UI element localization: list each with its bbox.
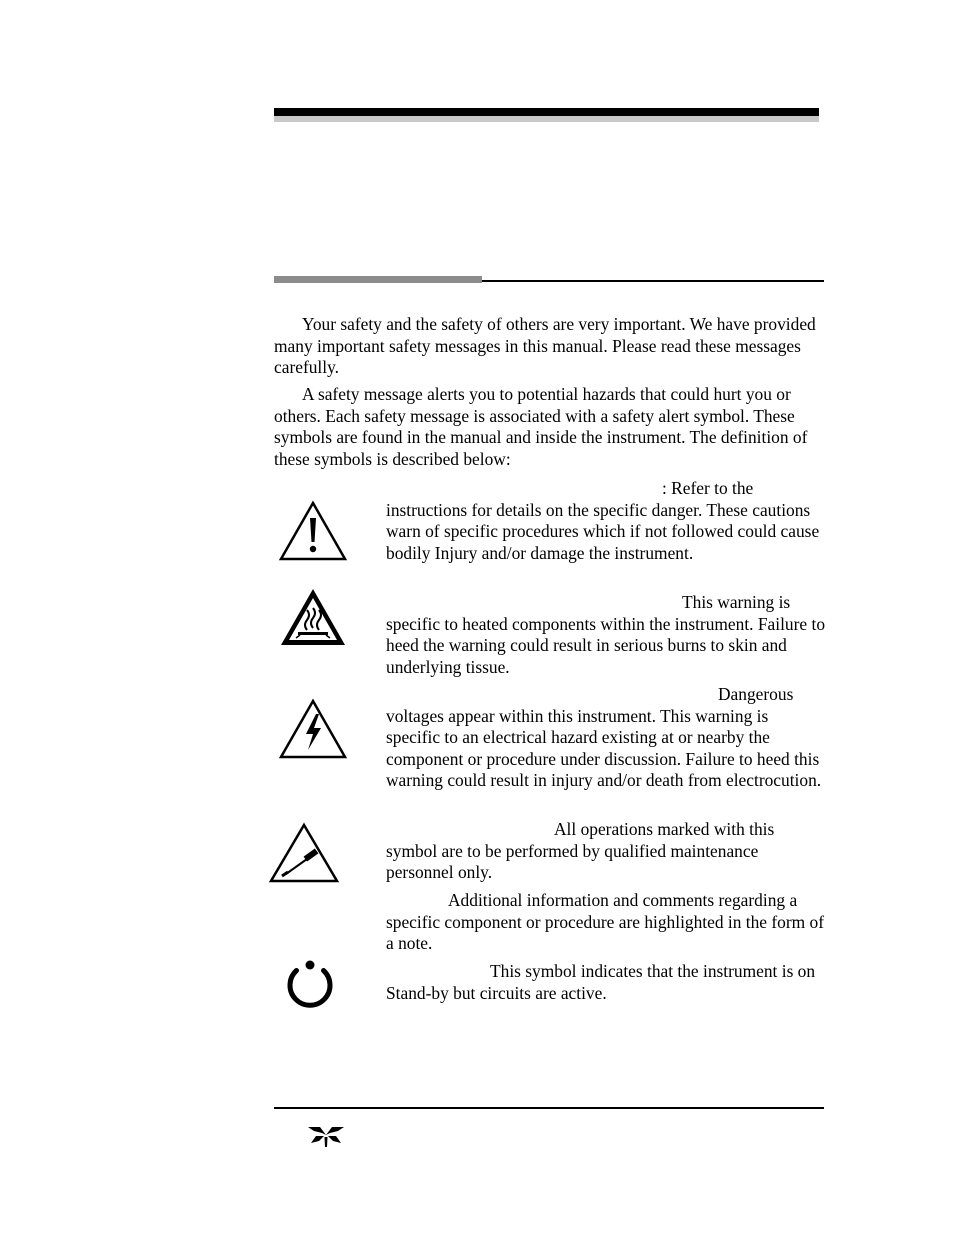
symbol-technician-desc: All operations marked with this symbol are to be performed by qualified maintenance personnel only. [386,819,775,882]
symbol-general-warning-text [386,478,826,564]
technician-only-icon [268,822,340,884]
intro-paragraph-1-text: Your safety and the safety of others are very important. We have provided many important safety messages in this manual. Please read these messages carefully. [274,314,816,377]
symbol-standby-desc: This symbol indicates that the instrument is on Stand-by but circuits are active. [386,961,816,1003]
electrical-shock-icon [278,698,348,760]
intro-paragraph-2-text: A safety message alerts you to potential hazards that could hurt you or others. Each safety message is associated with a safety alert symbol. These symbols are found in the manual and inside the instrument. The definition of these symbols is described below: [274,384,808,469]
symbol-electrical-shock-text [386,684,826,792]
symbol-technician-text [386,819,826,884]
general-warning-icon [278,500,348,562]
symbol-electrical-shock-desc: Dangerous voltages appear within this instrument. This warning is specific to an electrical hazard existing at or nearby the component or procedure under discussion. Failure to heed this warning could result in injury and/or death from electrocution. [386,684,822,790]
intro-paragraph-1 [274,314,824,379]
symbol-note-desc: Additional information and comments regarding a specific component or procedure are highlighted in the form of a note. [386,890,824,953]
footer-rule [274,1107,824,1109]
section-rule-grey [274,276,482,283]
section-rule-line [482,280,824,282]
intro-paragraph-2 [274,384,824,470]
symbol-standby-text [386,961,826,1004]
symbol-hot-surface-text [386,592,826,678]
chapter-rule-black [274,108,819,116]
symbol-hot-surface-desc: This warning is specific to heated components within the instrument. Failure to heed the warning could result in serious burns to skin and underlying tissue. [386,592,826,677]
hot-surface-icon [278,586,348,648]
symbol-note-text [386,890,826,955]
teledyne-logo-icon [306,1125,346,1149]
standby-power-icon [282,956,338,1014]
chapter-rule-grey [274,116,819,122]
symbol-general-warning-desc: : Refer to the instructions for details on the specific danger. These cautions warn of specific procedures which if not followed could cause bodily Injury and/or damage the instrument. [386,478,820,563]
